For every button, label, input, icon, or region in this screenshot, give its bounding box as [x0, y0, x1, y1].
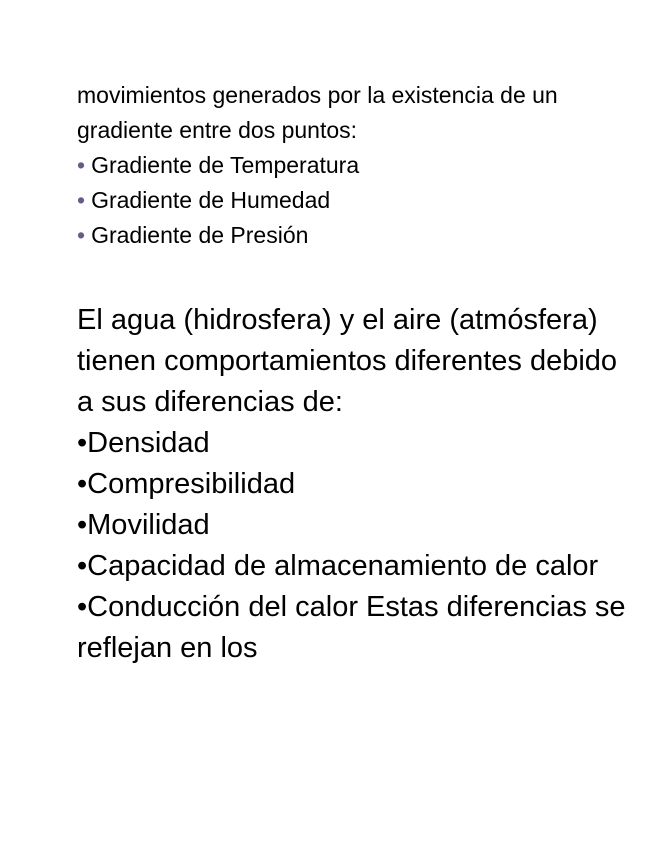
list-item: •Capacidad de almacenamiento de calor	[77, 550, 599, 582]
list-item	[77, 218, 637, 253]
list-item-text: Gradiente de Temperatura	[91, 152, 360, 178]
list-item: •Compresibilidad	[77, 468, 296, 500]
differences-paragraph: El agua (hidrosfera) y el aire (atmósfera) tienen comportamientos diferentes debido a sus diferencias de:	[77, 304, 618, 418]
gradient-section	[77, 78, 637, 253]
list-item	[77, 148, 637, 183]
list-item: •Movilidad	[77, 509, 210, 541]
list-item-text: Gradiente de Humedad	[91, 187, 331, 213]
list-item: •Densidad	[77, 427, 210, 459]
differences-section	[77, 300, 637, 669]
bullet-icon: •	[77, 152, 86, 178]
differences-list	[77, 423, 637, 669]
list-item-text: Gradiente de Presión	[91, 222, 309, 248]
intro-paragraph: movimientos generados por la existencia de un gradiente entre dos puntos:	[77, 82, 558, 143]
bullet-icon: •	[77, 222, 86, 248]
list-item	[77, 183, 637, 218]
gradient-list	[77, 148, 637, 253]
bullet-icon: •	[77, 187, 86, 213]
document-page	[77, 78, 637, 669]
list-item: •Conducción del calor Estas diferencias se reflejan en los	[77, 591, 626, 664]
